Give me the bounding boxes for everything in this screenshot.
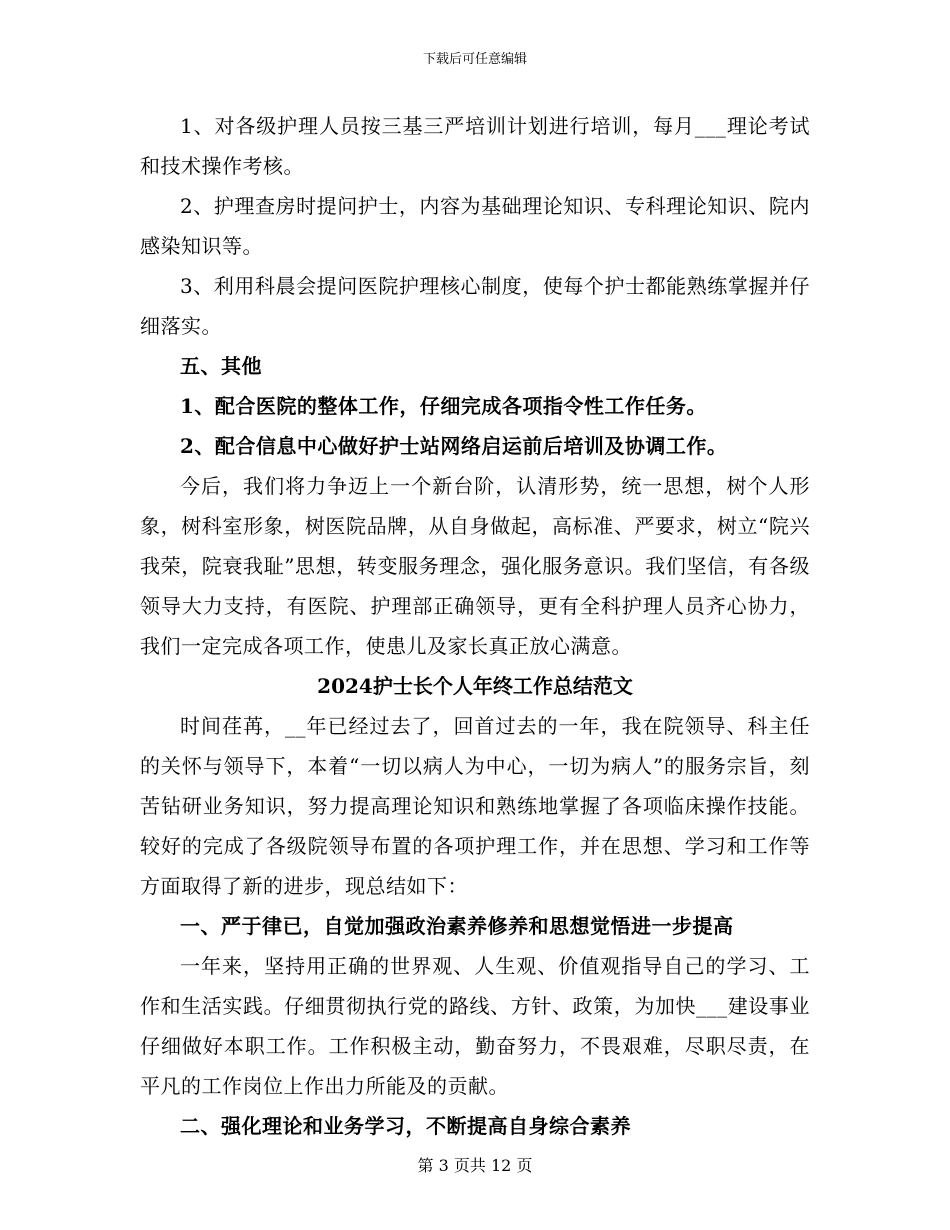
paragraph-morning-meeting: 3、利用科晨会提问医院护理核心制度，使每个护士都能熟练掌握并仔细落实。 (140, 274, 810, 338)
paragraph-introduction: 时间荏苒，__年已经过去了，回首过去的一年，我在院领导、科主任的关怀与领导下，本着“一切以病人为中心，一切为病人”的服务宗旨，刻苦钻研业务知识，努力提高理论知识和熟练地掌握了各项临床操作技能。较好的完成了各级院领导布置的各项护理工作，并在思想、学习和工作等方面取得了新的进步，现总结如下： (140, 714, 810, 898)
paragraph-worldview: 一年来，坚持用正确的世界观、人生观、价值观指导自己的学习、工作和生活实践。仔细贯彻执行党的路线、方针、政策，为加快___建设事业仔细做好本职工作。工作积极主动，勤奋努力，不畏艰难，尽职尽责，在平凡的工作岗位上作出力所能及的贡献。 (140, 954, 810, 1098)
section-heading-self-discipline: 一、严于律已，自觉加强政治素养修养和思想觉悟进一步提高 (180, 914, 734, 938)
paragraph-cooperate-hospital: 1、配合医院的整体工作，仔细完成各项指令性工作任务。 (180, 394, 707, 418)
paragraph-cooperate-info-center: 2、配合信息中心做好护士站网络启运前后培训及协调工作。 (180, 434, 728, 458)
document-title: 2024护士长个人年终工作总结范文 (317, 674, 633, 698)
paragraph-future-plan: 今后，我们将力争迈上一个新台阶，认清形势，统一思想，树个人形象，树科室形象，树医院品牌，从自身做起，高标准、严要求，树立“院兴我荣，院衰我耻”思想，转变服务理念，强化服务意识。我们坚信，有各级领导大力支持，有医院、护理部正确领导，更有全科护理人员齐心协力，我们一定完成各项工作，使患儿及家长真正放心满意。 (140, 474, 810, 658)
section-heading-study: 二、强化理论和业务学习，不断提高自身综合素养 (180, 1114, 631, 1138)
document-body (140, 106, 810, 1146)
page-header: 下载后可任意编辑 (422, 52, 527, 67)
paragraph-ward-round: 2、护理查房时提问护士，内容为基础理论知识、专科理论知识、院内感染知识等。 (140, 194, 810, 258)
section-heading-other: 五、其他 (180, 354, 262, 378)
page-footer: 第 3 页共 12 页 (417, 1156, 533, 1175)
paragraph-training-plan: 1、对各级护理人员按三基三严培训计划进行培训，每月___理论考试和技术操作考核。 (140, 114, 810, 178)
